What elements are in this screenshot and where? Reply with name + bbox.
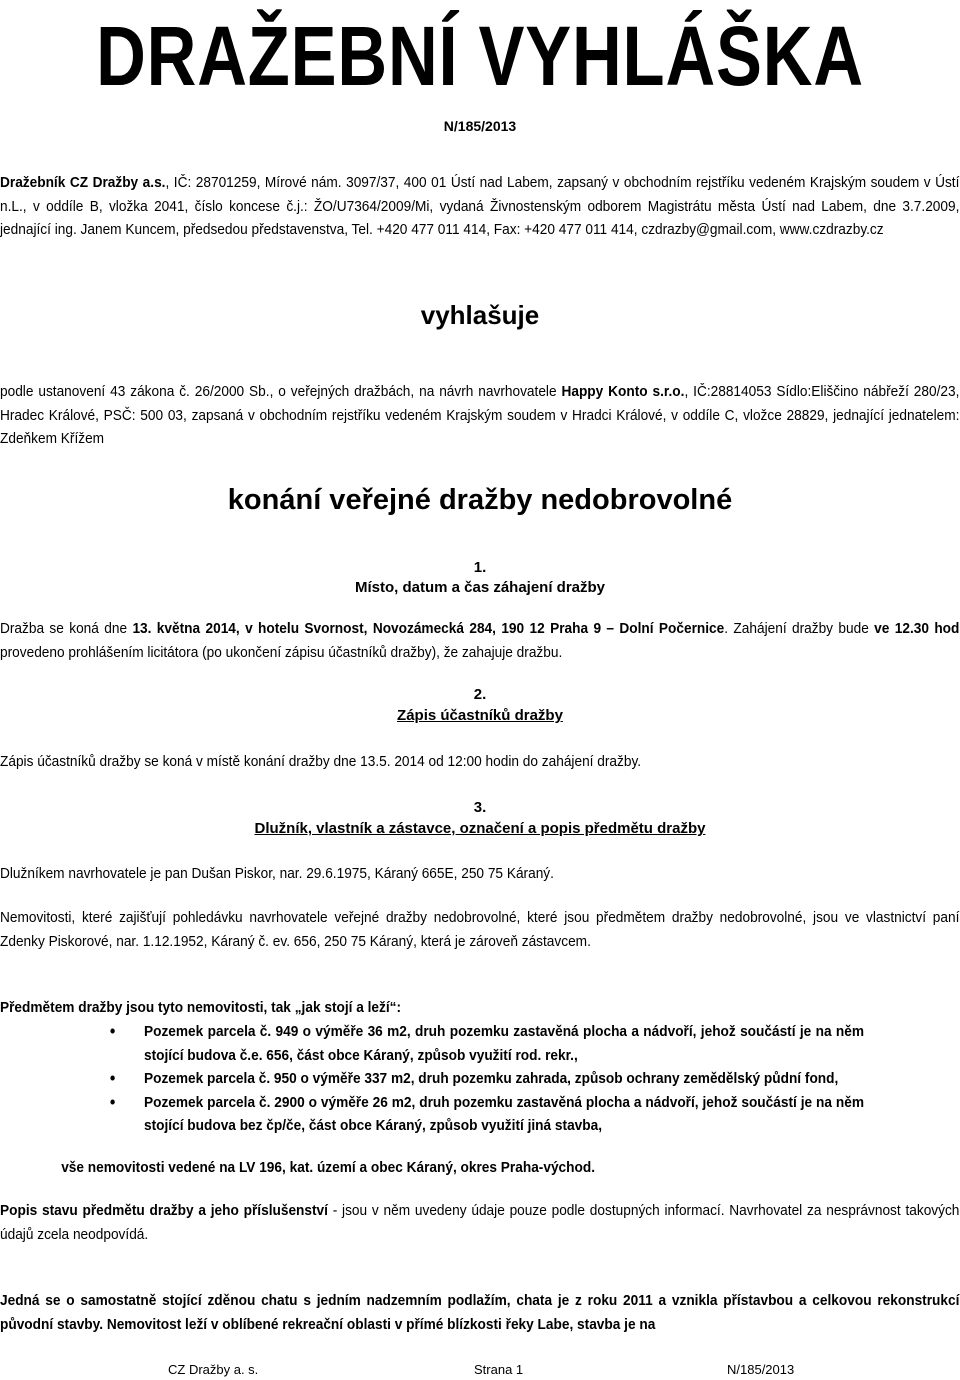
description-paragraph bbox=[0, 1289, 959, 1336]
list-item-text: Pozemek parcela č. 2900 o výměře 26 m2, druh pozemku zastavěná plocha a nádvoří, jehož součástí je na něm stojící budova bez čp/če, část obce Káraný, způsob využití jiná stavba, bbox=[144, 1093, 864, 1134]
document-number: N/185/2013 bbox=[443, 118, 517, 134]
section-1-text-e: provedeno prohlášením licitátora (po ukončení zápisu účastníků dražby), že zahajuje dražbu. bbox=[0, 643, 563, 661]
auction-start-time: ve 12.30 hod bbox=[874, 620, 960, 637]
subject-summary-text: vše nemovitosti vedené na LV 196, kat. území a obec Káraný, okres Praha-východ. bbox=[61, 1159, 596, 1176]
section-3-title: Dlužník, vlastník a zástavce, označení a popis předmětu dražby bbox=[254, 820, 706, 837]
footer-doc-number: N/185/2013 bbox=[727, 1362, 795, 1377]
auction-type-heading: konání veřejné dražby nedobrovolné bbox=[227, 484, 733, 516]
list-item-text: Pozemek parcela č. 950 o výměře 337 m2, druh pozemku zahrada, způsob ochrany zemědělský půdní fond, bbox=[144, 1070, 839, 1087]
section-2-title: Zápis účastníků dražby bbox=[397, 707, 563, 724]
auctioneer-details: , IČ: 28701259, Mírové nám. 3097/37, 400 01 Ústí nad Labem, zapsaný v obchodním rejstříku vedeném Krajským soudem v Ústí n.L., v oddíle B, vložka 2041, číslo koncese č.j.: ŽO/U7364/2009/Mi, vydaná Živnostenským odborem Magistrátu města Ústí nad Labem, dne 3.7.2009, jednající ing. Janem Kuncem, předsedou představenstva, Tel. +420 477 011 414, Fax: +420 477 011 414, czdrazby@gmail.com, www.czdrazby.cz bbox=[0, 174, 960, 238]
document-title: DRAŽEBNÍ VYHLÁŠKA bbox=[96, 9, 864, 103]
section-2-paragraph: Zápis účastníků dražby se koná v místě konání dražby dne 13.5. 2014 od 12:00 hodin do zahájení dražby. bbox=[0, 753, 642, 770]
basis-text: podle ustanovení 43 zákona č. 26/2000 Sb., o veřejných dražbách, na návrh navrhovatele bbox=[0, 383, 557, 400]
bullet-icon: • bbox=[109, 1091, 116, 1112]
bullet-icon: • bbox=[109, 1021, 116, 1041]
subject-list bbox=[0, 1020, 864, 1138]
footer-page: Strana 1 bbox=[474, 1362, 524, 1377]
auctioneer-paragraph bbox=[0, 171, 959, 242]
section-1-paragraph bbox=[0, 617, 959, 664]
condition-paragraph bbox=[0, 1199, 959, 1246]
list-item bbox=[0, 1067, 864, 1091]
condition-text: - jsou v něm uvedeny údaje pouze podle dostupných informací. Navrhovatel za nesprávnost takových údajů zcela neodpovídá. bbox=[0, 1202, 960, 1243]
footer-company: CZ Dražby a. s. bbox=[168, 1362, 259, 1377]
subject-intro bbox=[0, 996, 959, 1020]
subject-intro-text: Předmětem dražby jsou tyto nemovitosti, tak „jak stojí a leží“: bbox=[0, 999, 402, 1016]
subject-summary bbox=[0, 1156, 959, 1180]
list-item bbox=[0, 1020, 864, 1067]
section-1-title: Místo, datum a čas záhajení dražby bbox=[354, 579, 606, 596]
debtor-paragraph: Dlužníkem navrhovatele je pan Dušan Piskor, nar. 29.6.1975, Káraný 665E, 250 75 Káraný. bbox=[0, 865, 554, 882]
section-2-number: 2. bbox=[473, 686, 487, 703]
section-1-number: 1. bbox=[473, 559, 487, 576]
section-1-text-c: . Zahájení dražby bude bbox=[724, 620, 869, 637]
auction-date-place: 13. května 2014, v hotelu Svornost, Novozámecká 284, 190 12 Praha 9 – Dolní Počernice bbox=[132, 620, 725, 637]
condition-label: Popis stavu předmětu dražby a jeho příslušenství bbox=[0, 1202, 328, 1219]
section-1-text-a: Dražba se koná dne bbox=[0, 620, 128, 637]
basis-paragraph bbox=[0, 380, 959, 451]
basis-text-after: , IČ:28814053 Sídlo:Eliščino nábřeží 280/23, Hradec Králové, PSČ: 500 03, zapsaná v obchodním rejstříku vedeném Krajským soudem v Hradci Králové, v oddíle C, vložce 28829, jednající jednatelem: Zdeňkem Křížem bbox=[0, 383, 960, 447]
bullet-icon: • bbox=[109, 1068, 116, 1088]
list-item-text: Pozemek parcela č. 949 o výměře 36 m2, druh pozemku zastavěná plocha a nádvoří, jehož součástí je na něm stojící budova č.e. 656, část obce Káraný, způsob využití rod. rekr., bbox=[144, 1023, 864, 1064]
section-3-number: 3. bbox=[473, 799, 487, 816]
list-item bbox=[0, 1091, 864, 1138]
owner-paragraph: Nemovitosti, které zajišťují pohledávku navrhovatele veřejné dražby nedobrovolné, které jsou předmětem dražby nedobrovolné, jsou ve vlastnictví paní Zdenky Piskorové, nar. 1.12.1952, Káraný č. ev. 656, 250 75 Káraný, která je zároveň zástavcem. bbox=[0, 909, 960, 950]
auctioneer-name: Dražebník CZ Dražby a.s. bbox=[0, 174, 166, 191]
announces-heading: vyhlašuje bbox=[420, 300, 540, 330]
proposer-name: Happy Konto s.r.o. bbox=[561, 383, 685, 400]
description-text: Jedná se o samostatně stojící zděnou chatu s jedním nadzemním podlažím, chata je z roku 2011 a vznikla přístavbou a celkovou rekonstrukcí původní stavby. Nemovitost leží v oblíbené rekreační oblasti v přímé blízkosti řeky Labe, stavba je na bbox=[0, 1292, 960, 1333]
